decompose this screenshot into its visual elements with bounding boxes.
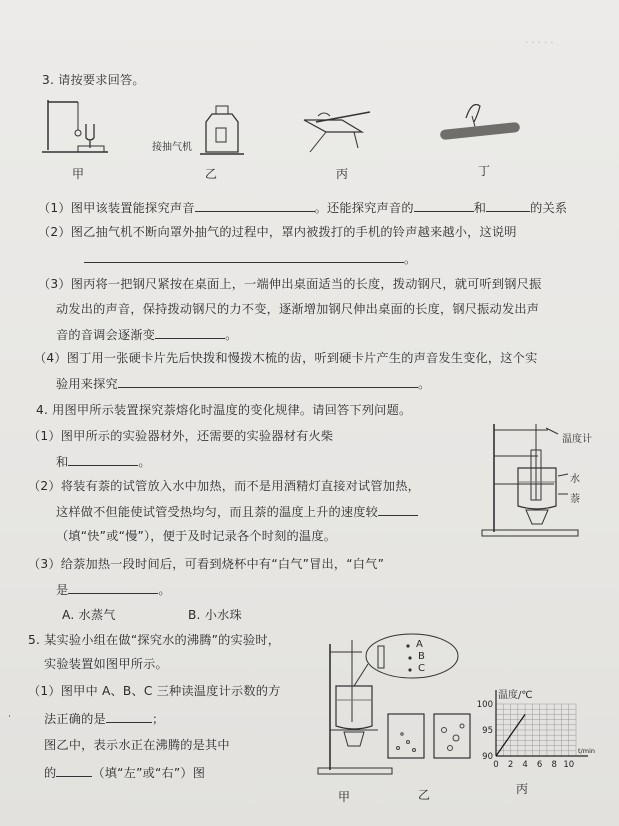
y-tick-label: 100	[476, 700, 493, 710]
fig-label-ding: 丁	[478, 164, 491, 178]
q3-s3-line1: （3）图丙将一把钢尺紧按在桌面上，一端伸出桌面适当的长度，拨动钢尺，就可听到钢尺振	[38, 277, 542, 291]
margin-mark: ·	[8, 712, 11, 722]
q4-s2-line2: 这样做不但能使试管受热均匀，而且萘的温度上升的速度较	[56, 503, 418, 520]
temperature-time-chart	[470, 684, 610, 784]
x-tick-label: 0	[493, 760, 499, 770]
q4-s1-line2: 和 。	[56, 455, 151, 469]
x-tick-label: 4	[522, 760, 528, 770]
q3-s2-answer-line: 。	[84, 250, 416, 267]
q5-fig-label-bing: 丙	[516, 782, 529, 796]
q4-s3-line1: （3）给萘加热一段时间后，可看到烧杯中有“白气”冒出，“白气”	[28, 557, 385, 571]
x-tick-label: 10	[563, 760, 575, 770]
q5-s1-line4: 的 （填“左”或“右”）图	[44, 766, 206, 780]
reading-label-b: B	[418, 651, 425, 662]
fig-label-yi: 乙	[205, 167, 218, 181]
q3-s3-line3: 音的音调会逐渐变 。	[56, 328, 238, 342]
q3-s4-line2: 验用来探究 。	[56, 377, 431, 391]
q4-heading: 4. 用图甲所示装置探究萘熔化时温度的变化规律。请回答下列问题。	[36, 403, 412, 417]
q4-s3-line2: 是 。	[56, 583, 171, 597]
q3-s4-line1: （4）图丁用一张硬卡片先后快拨和慢拨木梳的齿，听到硬卡片产生的声音发生变化，这个实	[34, 351, 538, 365]
chart-ylabel: 温度/℃	[498, 690, 533, 701]
pump-label: 接抽气机	[152, 142, 192, 153]
x-axis-label: t/min	[578, 747, 595, 755]
q3-heading: 3. 请按要求回答。	[42, 73, 145, 87]
tuning-fork-figure	[42, 98, 112, 158]
reading-label-a: A	[416, 639, 423, 650]
q5-fig-label-yi: 乙	[418, 788, 431, 802]
y-tick-label: 95	[482, 726, 493, 736]
steel-ruler-figure	[298, 108, 378, 158]
x-tick-label: 2	[507, 760, 514, 770]
thermometer-label: 温度计	[562, 434, 592, 445]
q4-option-b: B. 小水珠	[188, 608, 242, 622]
beakers-figure	[384, 712, 474, 762]
q5-s1-line1: （1）图甲中 A、B、C 三种读温度计示数的方	[28, 684, 281, 698]
comb-card-figure	[436, 96, 526, 156]
bleed-through-text: · · · · ·	[525, 38, 554, 49]
q4-s2-line1: （2）将装有萘的试管放入水中加热，而不是用酒精灯直接对试管加热，	[28, 479, 420, 493]
fig-label-bing: 丙	[336, 167, 349, 181]
q4-s1-line1: （1）图甲所示的实验器材外，还需要的实验器材有火柴	[28, 429, 334, 443]
y-tick-label: 90	[482, 752, 493, 762]
fig-label-jia: 甲	[72, 167, 85, 181]
q3-s1: （1）图甲该装置能探究声音 。还能探究声音的 和 的关系	[38, 201, 568, 215]
bell-jar-figure	[198, 104, 248, 160]
q5-heading-line1: 5. 某实验小组在做“探究水的沸腾”的实验时，	[28, 633, 281, 647]
q5-fig-label-jia: 甲	[338, 790, 351, 804]
q4-option-a: A. 水蒸气	[62, 608, 116, 622]
q5-s1-line2: 法正确的是 ；	[44, 712, 165, 726]
x-tick-label: 8	[551, 760, 557, 770]
q3-s3-line2: 动发出的声音，保持拨动钢尺的力不变，逐渐增加钢尺伸出桌面的长度，钢尺振动发出声	[56, 302, 540, 316]
q4-s2-line3: （填“快”或“慢”），便于及时记录各个时刻的温度。	[56, 529, 337, 543]
x-tick-label: 6	[536, 760, 543, 770]
water-label: 水	[570, 474, 580, 485]
q5-heading-line2: 实验装置如图甲所示。	[44, 657, 168, 671]
q3-s2: （2）图乙抽气机不断向罩外抽气的过程中，罩内被拨打的手机的铃声越来越小，这说明	[38, 225, 517, 239]
reading-label-c: C	[418, 663, 425, 674]
q5-s1-line3: 图乙中，表示水正在沸腾的是其中	[44, 738, 230, 752]
naphthalene-label: 萘	[570, 494, 580, 505]
